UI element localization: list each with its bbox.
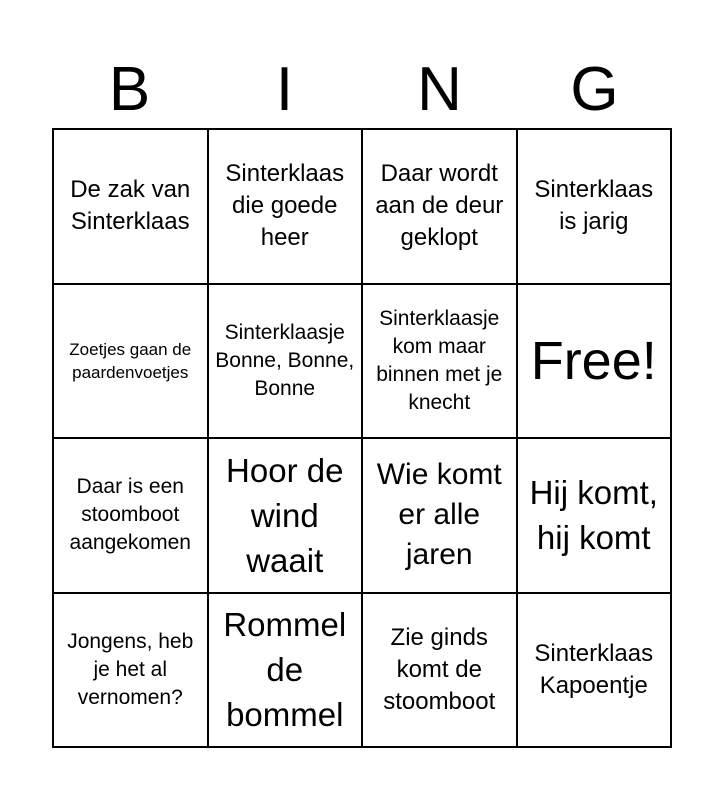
bingo-cell[interactable] bbox=[517, 438, 672, 593]
cell-text: Free! bbox=[530, 330, 657, 391]
cell-text: Zoetjes gaan de paardenvoetjes bbox=[69, 339, 192, 382]
cell-text: Sinterklaas die goede heer bbox=[225, 160, 345, 252]
cell-text: Wie komt er alle jaren bbox=[376, 458, 502, 572]
cell-text: Hij komt, hij komt bbox=[529, 474, 658, 557]
bingo-header bbox=[52, 52, 672, 128]
cell-text: Rommel de bommel bbox=[223, 606, 347, 734]
header-letter-i: I bbox=[275, 55, 294, 124]
cell-text: Sinterklaasje Bonne, Bonne, Bonne bbox=[215, 320, 355, 400]
cell-text: Daar is een stoomboot aangekomen bbox=[69, 475, 191, 555]
cell-text: Zie ginds komt de stoomboot bbox=[383, 623, 496, 715]
bingo-cell[interactable] bbox=[53, 284, 208, 439]
bingo-cell[interactable] bbox=[53, 593, 208, 748]
cell-text: De zak van Sinterklaas bbox=[70, 176, 191, 236]
cell-text: Hoor de wind waait bbox=[226, 451, 344, 579]
bingo-cell[interactable] bbox=[53, 438, 208, 593]
bingo-cell[interactable] bbox=[517, 129, 672, 284]
cell-text: Daar wordt aan de deur geklopt bbox=[375, 160, 504, 252]
bingo-cell[interactable] bbox=[362, 593, 517, 748]
bingo-cell[interactable] bbox=[362, 438, 517, 593]
bingo-cell[interactable] bbox=[208, 438, 363, 593]
cell-text: Sinterklaas is jarig bbox=[534, 176, 654, 236]
cell-text: Jongens, heb je het al vernomen? bbox=[67, 629, 194, 709]
bingo-cell[interactable] bbox=[362, 284, 517, 439]
free-cell[interactable] bbox=[517, 284, 672, 439]
bingo-cell[interactable] bbox=[208, 129, 363, 284]
bingo-cell[interactable] bbox=[362, 129, 517, 284]
header-letter-g: G bbox=[570, 55, 619, 124]
bingo-grid bbox=[52, 128, 672, 748]
cell-text: Sinterklaasje kom maar binnen met je knecht bbox=[376, 306, 503, 414]
header-letter-n: N bbox=[417, 55, 462, 124]
header-letter-b: B bbox=[108, 55, 151, 124]
bingo-cell[interactable] bbox=[208, 284, 363, 439]
bingo-cell[interactable] bbox=[208, 593, 363, 748]
bingo-cell[interactable] bbox=[53, 129, 208, 284]
bingo-cell[interactable] bbox=[517, 593, 672, 748]
cell-text: Sinterklaas Kapoentje bbox=[534, 639, 654, 699]
